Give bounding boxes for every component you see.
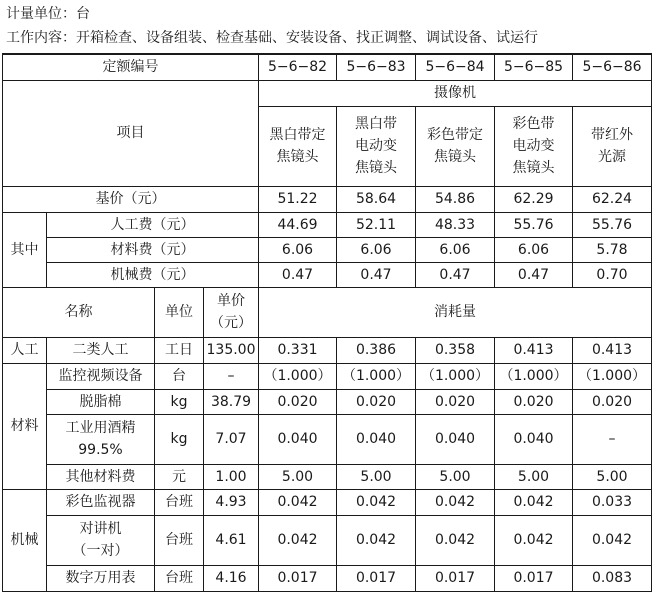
page-header [0,0,653,50]
resource-price: 4.16 [204,565,259,591]
material-row [3,464,652,489]
value-cell: 0.033 [573,489,652,515]
value-cell: 0.358 [416,337,495,363]
quota-table [2,53,652,592]
value-cell: 0.47 [337,262,416,287]
item-name-cell [573,106,652,186]
item-name-line: 焦镜头 [355,160,397,176]
value-cell: （1.000） [416,363,495,389]
machine-category-label: 机械 [3,489,47,591]
item-name-cell [495,106,573,186]
value-cell: 5.00 [337,464,416,489]
machine-row [3,565,652,591]
resource-unit: 台班 [155,489,204,515]
base-price-cell: 62.24 [573,186,652,212]
value-cell: 6.06 [416,237,495,262]
consumption-header: 消耗量 [259,287,652,337]
resource-name: 数字万用表 [47,565,155,591]
value-cell: 0.70 [573,262,652,287]
value-cell: （1.000） [495,363,573,389]
value-cell: 55.76 [573,212,652,237]
machine-cost-row [3,262,652,287]
value-cell: 0.040 [337,414,416,464]
value-cell: 5.00 [259,464,337,489]
labor-category-label: 人工 [3,337,47,363]
value-cell: 6.06 [337,237,416,262]
resource-unit: 元 [155,464,204,489]
resource-unit: 台班 [155,515,204,565]
item-name-line: 黑白带定 [269,127,326,143]
material-row [3,389,652,414]
name-header: 名称 [3,287,155,337]
base-price-cell: 54.86 [416,186,495,212]
material-row [3,363,652,389]
item-name-line: 光源 [598,149,626,165]
value-cell: （1.000） [337,363,416,389]
value-cell: 0.042 [416,515,495,565]
material-row [3,414,652,464]
breakdown-label: 机械费（元） [47,262,259,287]
resource-name-line: （一对） [72,543,129,559]
item-name-line: 彩色带 [512,116,555,132]
item-name-line: 彩色带定 [427,127,483,143]
group-row [3,80,652,106]
resource-name: 监控视频设备 [47,363,155,389]
value-cell: 6.06 [259,237,337,262]
resource-price: – [204,363,259,389]
item-name-line: 黑白带 [355,116,397,132]
base-price-cell: 58.64 [337,186,416,212]
resource-price: 7.07 [204,414,259,464]
breakdown-label: 材料费（元） [47,237,259,262]
value-cell: 5.78 [573,237,652,262]
value-cell: 0.386 [337,337,416,363]
resource-price: 38.79 [204,389,259,414]
value-cell: 0.042 [259,515,337,565]
resource-name: 其他材料费 [47,464,155,489]
work-content-line: 工作内容：开箱检查、设备组装、检查基础、安装设备、找正调整、调试设备、试运行 [6,30,538,46]
value-cell: 0.042 [416,489,495,515]
value-cell: 0.083 [573,565,652,591]
value-cell: 0.040 [416,414,495,464]
value-cell: 0.020 [337,389,416,414]
value-cell: 0.040 [259,414,337,464]
value-cell: 0.042 [495,489,573,515]
value-cell: 0.042 [495,515,573,565]
labor-row [3,337,652,363]
code-cell: 5−6−83 [337,54,416,80]
value-cell: （1.000） [259,363,337,389]
value-cell: 0.020 [573,389,652,414]
labor-cost-row [3,212,652,237]
machine-row [3,489,652,515]
code-label: 定额编号 [3,54,259,80]
code-cell: 5−6−84 [416,54,495,80]
machine-row [3,515,652,565]
price-header-line: （元） [210,315,252,331]
base-price-row [3,186,652,212]
code-row [3,54,652,80]
resource-name [47,515,155,565]
item-name-line: 电动变 [355,138,397,154]
value-cell: 0.040 [495,414,573,464]
value-cell: 0.413 [573,337,652,363]
resource-unit: 台班 [155,565,204,591]
item-name-line: 电动变 [512,138,555,154]
resource-name-line: 工业用酒精 [65,420,136,436]
value-cell: – [573,414,652,464]
resource-name: 彩色监视器 [47,489,155,515]
value-cell: 6.06 [495,237,573,262]
base-price-cell: 62.29 [495,186,573,212]
resource-price: 4.61 [204,515,259,565]
camera-group-label: 摄像机 [259,80,652,106]
item-name-line: 焦镜头 [434,149,476,165]
value-cell: 52.11 [337,212,416,237]
value-cell: 0.413 [495,337,573,363]
item-label: 项目 [3,80,259,186]
resource-name: 脱脂棉 [47,389,155,414]
material-category-label: 材料 [3,363,47,489]
value-cell: 0.020 [416,389,495,414]
unit-header: 单位 [155,287,204,337]
item-name-line: 焦镜头 [276,149,319,165]
value-cell: 0.020 [495,389,573,414]
resource-name [47,414,155,464]
value-cell: 0.042 [259,489,337,515]
value-cell: 0.017 [495,565,573,591]
resource-unit: kg [155,414,204,464]
value-cell: 0.47 [416,262,495,287]
value-cell: 0.020 [259,389,337,414]
resource-unit: kg [155,389,204,414]
material-cost-row [3,237,652,262]
value-cell: 0.47 [259,262,337,287]
consumption-header-row [3,287,652,337]
code-cell: 5−6−85 [495,54,573,80]
resource-unit: 工日 [155,337,204,363]
value-cell: 5.00 [495,464,573,489]
item-name-line: 焦镜头 [512,160,555,176]
among-label: 其中 [3,212,47,287]
value-cell: 5.00 [573,464,652,489]
price-header [204,287,259,337]
resource-name-line: 对讲机 [79,521,122,537]
value-cell: 0.331 [259,337,337,363]
resource-name: 二类人工 [47,337,155,363]
base-price-label: 基价（元） [3,186,259,212]
base-price-cell: 51.22 [259,186,337,212]
item-name-line: 带红外 [591,127,633,143]
value-cell: 5.00 [416,464,495,489]
item-name-cell [416,106,495,186]
value-cell: 48.33 [416,212,495,237]
breakdown-label: 人工费（元） [47,212,259,237]
value-cell: 0.017 [416,565,495,591]
resource-unit: 台 [155,363,204,389]
code-cell: 5−6−82 [259,54,337,80]
resource-price: 1.00 [204,464,259,489]
value-cell: （1.000） [573,363,652,389]
value-cell: 0.017 [259,565,337,591]
resource-name-line: 99.5% [78,442,123,458]
price-header-line: 单价 [217,293,245,309]
value-cell: 55.76 [495,212,573,237]
value-cell: 0.017 [337,565,416,591]
resource-price: 135.00 [204,337,259,363]
item-name-cell [259,106,337,186]
item-name-cell [337,106,416,186]
value-cell: 0.042 [337,489,416,515]
value-cell: 0.47 [495,262,573,287]
resource-price: 4.93 [204,489,259,515]
value-cell: 0.042 [573,515,652,565]
code-cell: 5−6−86 [573,54,652,80]
value-cell: 44.69 [259,212,337,237]
value-cell: 0.042 [337,515,416,565]
measurement-unit-line: 计量单位：台 [6,6,90,22]
